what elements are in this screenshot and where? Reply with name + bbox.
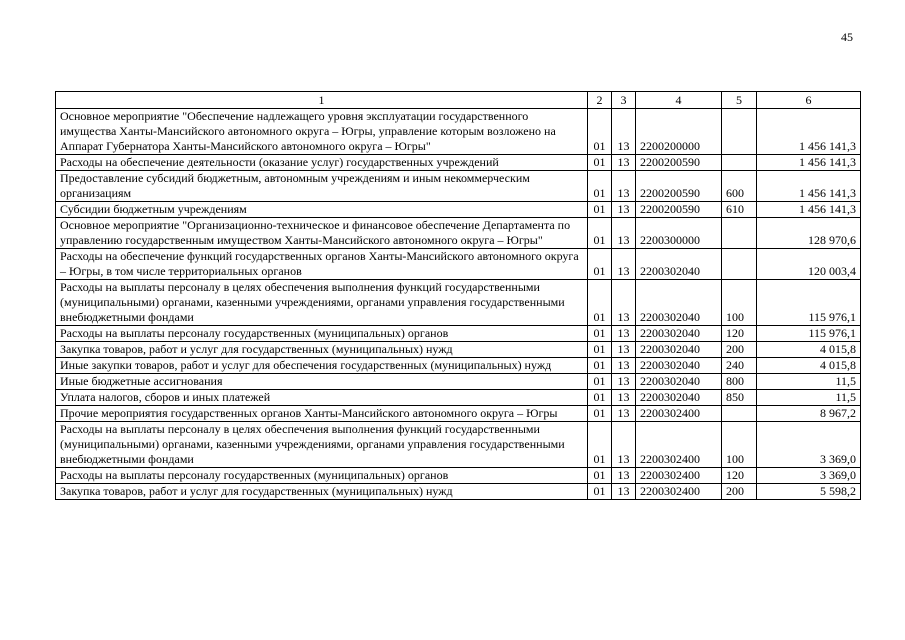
target-article-cell: 2200200590	[636, 202, 722, 218]
expense-name-cell: Субсидии бюджетным учреждениям	[56, 202, 588, 218]
expense-name-cell: Основное мероприятие "Обеспечение надлежащего уровня эксплуатации государственного имущества Ханты-Мансийского автономного округа – Югры, управление которым возложено на Аппарат Губернатора Ханты-Мансийского автономного округа – Югры"	[56, 109, 588, 155]
page-number: 45	[841, 30, 853, 44]
table-row	[56, 358, 861, 374]
expense-type-cell: 120	[722, 326, 757, 342]
column-header-6: 6	[757, 92, 861, 109]
column-header-3: 3	[612, 92, 636, 109]
subsection-code-cell: 13	[612, 218, 636, 249]
expense-name-cell: Уплата налогов, сборов и иных платежей	[56, 390, 588, 406]
amount-cell: 11,5	[757, 374, 861, 390]
subsection-code-cell: 13	[612, 468, 636, 484]
section-code-cell: 01	[588, 326, 612, 342]
target-article-cell: 2200200590	[636, 171, 722, 202]
subsection-code-cell: 13	[612, 171, 636, 202]
target-article-cell: 2200302040	[636, 326, 722, 342]
target-article-cell: 2200302400	[636, 484, 722, 500]
target-article-cell: 2200302400	[636, 468, 722, 484]
table-row	[56, 202, 861, 218]
amount-cell: 3 369,0	[757, 422, 861, 468]
section-code-cell: 01	[588, 202, 612, 218]
table-row	[56, 326, 861, 342]
amount-cell: 1 456 141,3	[757, 155, 861, 171]
table-row	[56, 342, 861, 358]
section-code-cell: 01	[588, 484, 612, 500]
section-code-cell: 01	[588, 109, 612, 155]
column-header-5: 5	[722, 92, 757, 109]
expense-type-cell: 100	[722, 422, 757, 468]
expense-type-cell: 800	[722, 374, 757, 390]
expense-type-cell	[722, 218, 757, 249]
subsection-code-cell: 13	[612, 484, 636, 500]
expense-name-cell: Прочие мероприятия государственных органов Ханты-Мансийского автономного округа – Югры	[56, 406, 588, 422]
expense-type-cell	[722, 249, 757, 280]
expense-name-cell: Закупка товаров, работ и услуг для государственных (муниципальных) нужд	[56, 484, 588, 500]
subsection-code-cell: 13	[612, 326, 636, 342]
target-article-cell: 2200200000	[636, 109, 722, 155]
expense-type-cell: 850	[722, 390, 757, 406]
amount-cell: 1 456 141,3	[757, 109, 861, 155]
subsection-code-cell: 13	[612, 280, 636, 326]
expense-type-cell: 240	[722, 358, 757, 374]
column-header-2: 2	[588, 92, 612, 109]
expense-type-cell	[722, 109, 757, 155]
target-article-cell: 2200302040	[636, 374, 722, 390]
table-row	[56, 406, 861, 422]
amount-cell: 3 369,0	[757, 468, 861, 484]
table-row	[56, 109, 861, 155]
section-code-cell: 01	[588, 406, 612, 422]
table-row	[56, 390, 861, 406]
section-code-cell: 01	[588, 171, 612, 202]
subsection-code-cell: 13	[612, 109, 636, 155]
section-code-cell: 01	[588, 468, 612, 484]
budget-table	[55, 91, 861, 500]
expense-name-cell: Расходы на выплаты персоналу государственных (муниципальных) органов	[56, 326, 588, 342]
table-row	[56, 218, 861, 249]
target-article-cell: 2200302400	[636, 422, 722, 468]
amount-cell: 4 015,8	[757, 358, 861, 374]
amount-cell: 115 976,1	[757, 326, 861, 342]
section-code-cell: 01	[588, 342, 612, 358]
header-row	[56, 92, 861, 109]
target-article-cell: 2200200590	[636, 155, 722, 171]
expense-type-cell	[722, 155, 757, 171]
target-article-cell: 2200302040	[636, 249, 722, 280]
subsection-code-cell: 13	[612, 406, 636, 422]
expense-name-cell: Расходы на обеспечение функций государственных органов Ханты-Мансийского автономного округа – Югры, в том числе территориальных органов	[56, 249, 588, 280]
table-row	[56, 374, 861, 390]
subsection-code-cell: 13	[612, 374, 636, 390]
column-header-4: 4	[636, 92, 722, 109]
subsection-code-cell: 13	[612, 342, 636, 358]
subsection-code-cell: 13	[612, 422, 636, 468]
table-row	[56, 484, 861, 500]
amount-cell: 8 967,2	[757, 406, 861, 422]
amount-cell: 1 456 141,3	[757, 202, 861, 218]
section-code-cell: 01	[588, 218, 612, 249]
subsection-code-cell: 13	[612, 358, 636, 374]
section-code-cell: 01	[588, 422, 612, 468]
subsection-code-cell: 13	[612, 390, 636, 406]
expense-name-cell: Основное мероприятие "Организационно-техническое и финансовое обеспечение Департамента по управлению государственным имуществом Ханты-Мансийского автономного округа – Югры"	[56, 218, 588, 249]
table-row	[56, 422, 861, 468]
section-code-cell: 01	[588, 374, 612, 390]
expense-name-cell: Расходы на выплаты персоналу в целях обеспечения выполнения функций государственными (муниципальными) органами, казенными учреждениями, органами управления государственными внебюджетными фондами	[56, 422, 588, 468]
section-code-cell: 01	[588, 390, 612, 406]
table-row	[56, 280, 861, 326]
section-code-cell: 01	[588, 358, 612, 374]
amount-cell: 128 970,6	[757, 218, 861, 249]
expense-type-cell: 200	[722, 484, 757, 500]
amount-cell: 5 598,2	[757, 484, 861, 500]
table-row	[56, 468, 861, 484]
amount-cell: 11,5	[757, 390, 861, 406]
target-article-cell: 2200302040	[636, 390, 722, 406]
expense-name-cell: Предоставление субсидий бюджетным, автономным учреждениям и иным некоммерческим организациям	[56, 171, 588, 202]
subsection-code-cell: 13	[612, 202, 636, 218]
amount-cell: 120 003,4	[757, 249, 861, 280]
table-row	[56, 171, 861, 202]
subsection-code-cell: 13	[612, 155, 636, 171]
expense-name-cell: Иные закупки товаров, работ и услуг для обеспечения государственных (муниципальных) нужд	[56, 358, 588, 374]
amount-cell: 115 976,1	[757, 280, 861, 326]
target-article-cell: 2200300000	[636, 218, 722, 249]
section-code-cell: 01	[588, 249, 612, 280]
table-row	[56, 249, 861, 280]
table-row	[56, 155, 861, 171]
expense-name-cell: Расходы на выплаты персоналу в целях обеспечения выполнения функций государственными (муниципальными) органами, казенными учреждениями, органами управления государственными внебюджетными фондами	[56, 280, 588, 326]
table-body	[56, 109, 861, 500]
column-header-1: 1	[56, 92, 588, 109]
expense-type-cell: 200	[722, 342, 757, 358]
expense-name-cell: Закупка товаров, работ и услуг для государственных (муниципальных) нужд	[56, 342, 588, 358]
expense-type-cell: 120	[722, 468, 757, 484]
target-article-cell: 2200302040	[636, 280, 722, 326]
expense-name-cell: Расходы на обеспечение деятельности (оказание услуг) государственных учреждений	[56, 155, 588, 171]
target-article-cell: 2200302040	[636, 358, 722, 374]
expense-type-cell: 100	[722, 280, 757, 326]
expense-name-cell: Расходы на выплаты персоналу государственных (муниципальных) органов	[56, 468, 588, 484]
subsection-code-cell: 13	[612, 249, 636, 280]
expense-type-cell	[722, 406, 757, 422]
section-code-cell: 01	[588, 280, 612, 326]
amount-cell: 4 015,8	[757, 342, 861, 358]
expense-name-cell: Иные бюджетные ассигнования	[56, 374, 588, 390]
target-article-cell: 2200302400	[636, 406, 722, 422]
expense-type-cell: 600	[722, 171, 757, 202]
expense-type-cell: 610	[722, 202, 757, 218]
target-article-cell: 2200302040	[636, 342, 722, 358]
section-code-cell: 01	[588, 155, 612, 171]
amount-cell: 1 456 141,3	[757, 171, 861, 202]
